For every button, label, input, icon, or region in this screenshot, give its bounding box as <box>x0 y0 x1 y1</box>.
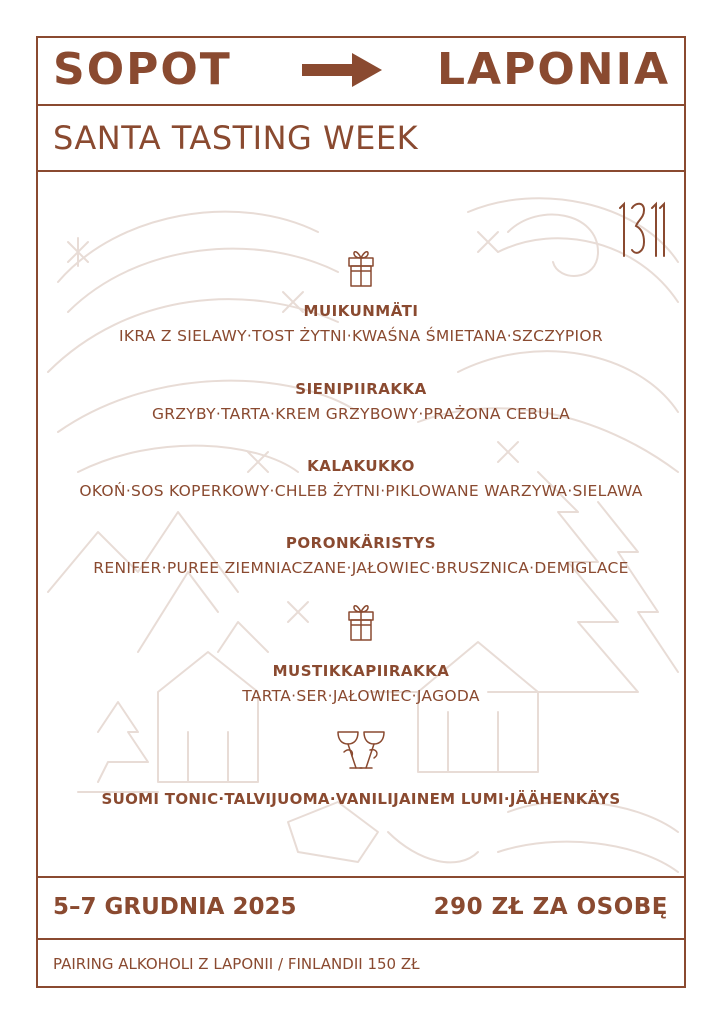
menu-content <box>38 172 684 876</box>
event-title: SANTA TASTING WEEK <box>53 119 419 157</box>
course-description-3: OKOŃ·SOS KOPERKOWY·CHLEB ŻYTNI·PIKLOWANE WARZYWA·SIELAWA <box>79 482 643 500</box>
event-dates: 5–7 GRUDNIA 2025 <box>53 894 297 920</box>
course-description-2: GRZYBY·TARTA·KREM GRZYBOWY·PRAŻONA CEBULA <box>151 405 571 423</box>
destination-city: LAPONIA <box>437 44 670 95</box>
date-price-row <box>38 876 684 940</box>
cocktail-glasses-icon <box>336 728 386 776</box>
course-name-1: MUIKUNMÄTI <box>303 302 419 320</box>
route-header <box>38 38 684 106</box>
course-description-1: IKRA Z SIELAWY·TOST ŻYTNI·KWAŚNA ŚMIETANA·SZCZYPIOR <box>119 327 603 345</box>
course-description-4: RENIFER·PUREE ZIEMNIACZANE·JAŁOWIEC·BRUSZNICA·DEMIGLACE <box>93 559 629 577</box>
menu-card <box>36 36 686 988</box>
course-name-3: KALAKUKKO <box>307 457 415 475</box>
gift-icon <box>346 598 376 642</box>
pairing-row <box>38 940 684 988</box>
event-title-row <box>38 106 684 172</box>
drinks-pairing-list: SUOMI TONIC·TALVIJUOMA·VANILIJAINEM LUMI·JÄÄHENKÄYS <box>101 790 621 808</box>
course-name-4: PORONKÄRISTYS <box>285 534 437 552</box>
restaurant-logo <box>616 198 668 260</box>
price-per-person: 290 ZŁ ZA OSOBĘ <box>433 894 668 920</box>
course-name-2: SIENIPIIRAKKA <box>295 380 427 398</box>
origin-city: SOPOT <box>53 44 232 95</box>
gift-icon <box>346 244 376 288</box>
course-name-5: MUSTIKKAPIIRAKKA <box>272 662 450 680</box>
right-arrow-icon <box>302 53 382 87</box>
alcohol-pairing-price: PAIRING ALKOHOLI Z LAPONII / FINLANDII 150 ZŁ <box>53 955 420 973</box>
course-description-5: TARTA·SER·JAŁOWIEC·JAGODA <box>242 687 480 705</box>
